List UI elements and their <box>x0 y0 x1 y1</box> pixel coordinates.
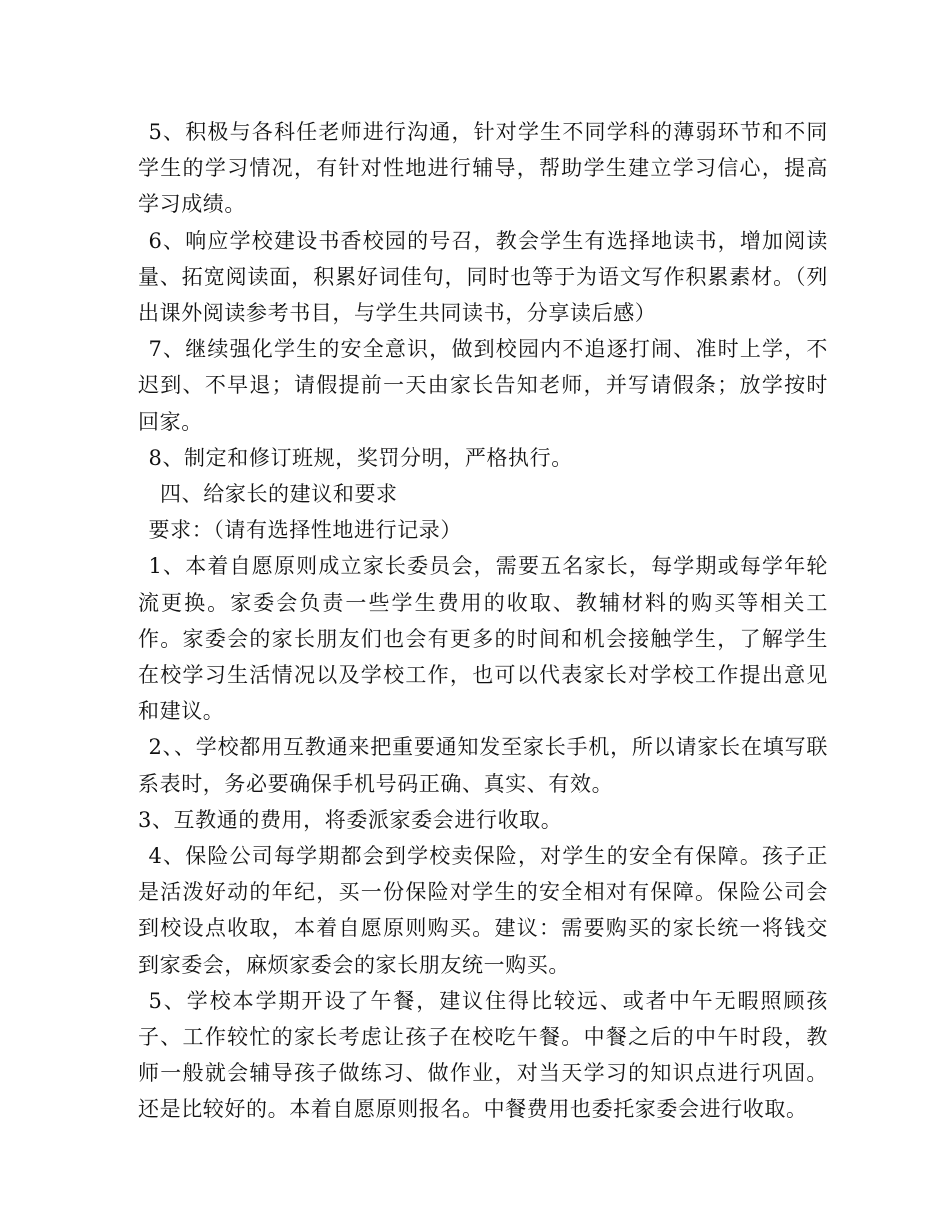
paragraph-item-7-safety: 7、继续强化学生的安全意识，做到校园内不追逐打闹、准时上学，不迟到、不早退；请假提前一天由家长告知老师，并写请假条；放学按时回家。 <box>138 337 828 434</box>
requirements-note: 要求：（请有选择性地进行记录） <box>148 518 462 543</box>
paragraph-item-6-reading: 6、响应学校建设书香校园的号召，教会学生有选择地读书，增加阅读量、拓宽阅读面，积累好词佳句，同时也等于为语文写作积累素材。（列出课外阅读参考书目，与学生共同读书，分享读后感） <box>138 228 828 326</box>
parent-item-2-notification: 2、、学校都用互教通来把重要通知发至家长手机，所以请家长在填写联系表时，务必要确保手机号码正确、真实、有效。 <box>138 735 828 796</box>
paragraph-item-8-class-rules: 8、制定和修订班规，奖罚分明，严格执行。 <box>148 445 573 470</box>
parent-item-4-insurance: 4、保险公司每学期都会到学校卖保险，对学生的安全有保障。孩子正是活泼好动的年纪，买一份保险对学生的安全相对有保障。保险公司会到校设点收取，本着自愿原则购买。建议：需要购买的家长统一将钱交到家委会，麻烦家委会的家长朋友统一购买。 <box>138 844 828 977</box>
parent-item-5-lunch: 5、学校本学期开设了午餐，建议住得比较远、或者中午无暇照顾孩子、工作较忙的家长考虑让孩子在校吃午餐。中餐之后的中午时段，教师一般就会辅导孩子做练习、做作业，对当天学习的知识点进行巩固。还是比较好的。本着自愿原则报名。中餐费用也委托家委会进行收取。 <box>138 988 828 1122</box>
parent-item-1-committee: 1、本着自愿原则成立家长委员会，需要五名家长，每学期或每学年轮流更换。家委会负责一些学生费用的收取、教辅材料的购买等相关工作。家委会的家长朋友们也会有更多的时间和机会接触学生，了解学生在校学习生活情况以及学校工作，也可以代表家长对学校工作提出意见和建议。 <box>138 554 828 724</box>
paragraph-item-5-teacher-communication: 5、积极与各科任老师进行沟通，针对学生不同学科的薄弱环节和不同学生的学习情况，有针对性地进行辅导，帮助学生建立学习信心，提高学习成绩。 <box>138 120 828 217</box>
section-heading-parent-suggestions: 四、给家长的建议和要求 <box>160 482 398 507</box>
parent-item-3-fee: 3、互教通的费用，将委派家委会进行收取。 <box>138 807 563 832</box>
document-body <box>138 114 828 1128</box>
